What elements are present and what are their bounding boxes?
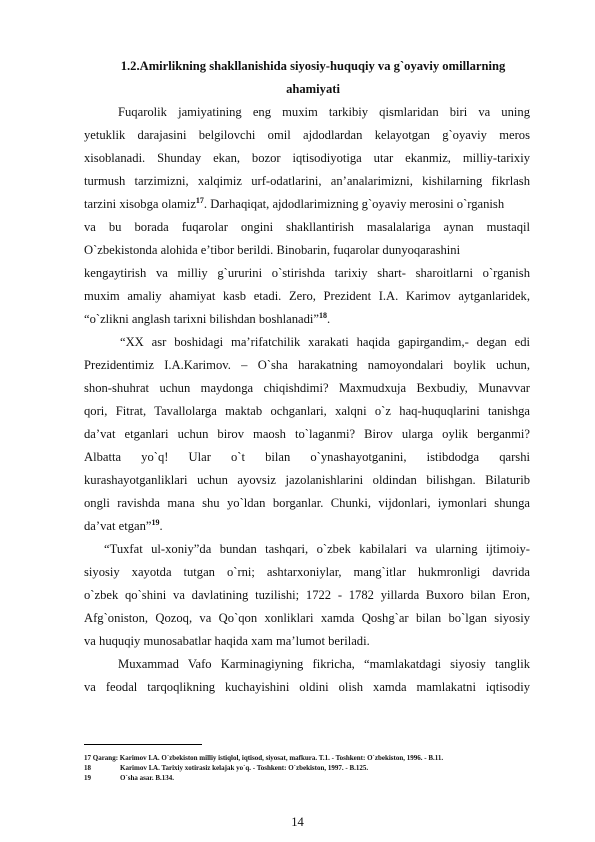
- text-line: yetuklik darajasini belgilovchi omil ajdodlardan kelayotgan g`oyaviy meros: [84, 128, 530, 142]
- footnote: 19 O`sha asar. B.134.: [84, 774, 175, 782]
- text-line: da’vat etganlari uchun birov maosh to`laganmi? Birov ularga oylik berganmi?: [84, 427, 530, 441]
- text-line: muxim amaliy ahamiyat kasb etadi. Zero, Prezident I.A. Karimov aytganlaridek,: [84, 289, 530, 303]
- text-line: da’vat etgan”$^{19}$.: [84, 517, 163, 533]
- text-line: Albatta yo`q! Ular o`t bilan o`ynashayotganini, istibdodga qarshi: [84, 450, 530, 464]
- text-line: kengaytirish va milliy g`ururini o`stirishda tarixiy shart- sharoitlarni o`rganish: [84, 266, 530, 280]
- text-line: va huquqiy munosabatlar haqida xam ma’lumot beriladi.: [84, 634, 370, 648]
- text-line: Muxammad Vafo Karminagiyning fikricha, “mamlakatdagi siyosiy tanglik: [118, 657, 530, 671]
- text-line: xisoblanadi. Shunday ekan, bozor iqtisodiyotiga utar ekanmiz, milliy-tarixiy: [84, 151, 530, 165]
- text-line: tarzini xisobga olamiz$^{17}$. Darhaqiqat, ajdodlarimizning g`oyaviy merosini o`rganish: [84, 195, 505, 211]
- text-line: qori, Fitrat, Tavallolarga maktab ochganlari, xalqni o`z haq-huquqlarini tanishga: [84, 404, 530, 418]
- text-line: va bu borada fuqarolar ongini shakllantirish masalalariga aynan mustaqil: [84, 220, 530, 234]
- text-line: Afg`oniston, Qozoq, va Qo`qon xonliklari xamda Qoshg`ar bilan bo`lgan siyosiy: [84, 611, 530, 625]
- footnote-ref: 19: [151, 517, 160, 527]
- text-line: O`zbekistonda alohida e’tibor berildi. Binobarin, fuqarolar dunyoqarashini: [84, 243, 461, 257]
- text-line: “XX asr boshidagi ma’rifatchilik xarakati haqida gapirgandim,- degan edi: [120, 335, 530, 349]
- text-line: “o`zlikni anglash tarixni bilishdan boshlanadi”$^{18}$.: [84, 310, 331, 326]
- text-line: siyosiy xayotda tutgan o`rni; ashtarxoniylar, mang`itlar hukmronligi davrida: [84, 565, 530, 579]
- page-number: 14: [291, 815, 304, 829]
- footnote-ref: 18: [319, 310, 328, 320]
- text-line: ongli ravishda mana shu yo`ldan borganlar. Chunki, vijdonlari, iymonlari shunga: [84, 496, 530, 510]
- text-line: turmush tarzimizni, xalqimiz urf-odatlarini, an’analarimizni, kishilarning fikrlash: [84, 174, 530, 188]
- text-line: kurashayotganliklari uchun ayovsiz jazolanishlarini oldindan bilishgan. Bilaturib: [84, 473, 530, 487]
- text-line: Fuqarolik jamiyatining eng muxim tarkibiy qismlaridan biri va uning: [118, 105, 530, 119]
- text-line: o`zbek qo`shini va davlatining tuzilishi; 1722 - 1782 yillarda Buxoro bilan Eron,: [84, 588, 530, 602]
- text-line: Prezidentimiz I.A.Karimov. – O`sha harakatning namoyondalari boylik uchun,: [84, 358, 530, 372]
- footnote: 17 Qarang: Karimov I.A. O`zbekiston milliy istiqlol, iqtisod, siyosat, mafkura. T.1. - Toshkent: O`zbekiston, 1996. - B.11.: [84, 754, 444, 762]
- footnote: 18 Karimov I.A. Tarixiy xotirasiz kelajak yo`q. - Toshkent: O`zbekiston, 1997. - B.125.: [84, 764, 369, 772]
- footnote-ref: 17: [195, 195, 204, 205]
- heading-line-2: ahamiyati: [286, 82, 340, 96]
- text-line: va feodal tarqoqlikning kuchayishini oldini olish xamda mamlakatni iqtisodiy: [84, 680, 530, 694]
- heading-line-1: 1.2.Amirlikning shakllanishida siyosiy-huquqiy va g`oyaviy omillarning: [120, 59, 506, 73]
- text-line: shon-shuhrat uchun maydonga chiqishdimi? Maxmudxuja Bexbudiy, Munavvar: [84, 381, 530, 395]
- text-line: “Tuxfat ul-xoniy”da bundan tashqari, o`zbek kabilalari va ularning ijtimoiy-: [104, 542, 530, 556]
- footnote-separator: [84, 744, 202, 745]
